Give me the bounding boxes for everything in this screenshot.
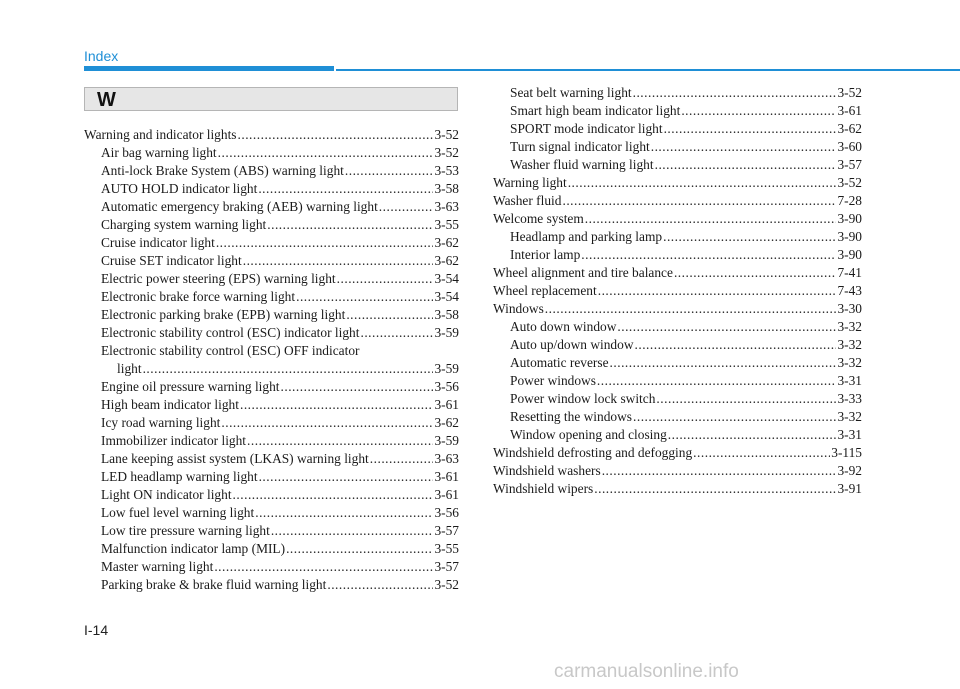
index-entry-text: Welcome system [493,211,584,226]
index-entry-page: 3-61 [434,397,459,412]
index-entry-page: 3-52 [837,85,862,100]
index-entry-text: Malfunction indicator lamp (MIL) [101,541,286,556]
index-entry-text: Electric power steering (EPS) warning light [101,271,336,286]
index-entry-text: Immobilizer indicator light [101,433,247,448]
dot-leader [327,576,433,594]
index-entry [84,234,459,252]
index-entry [84,270,459,288]
index-entry [493,228,862,246]
index-entry-text: Warning and indicator lights [84,127,237,142]
index-entry-page: 3-61 [434,469,459,484]
index-entry [84,504,459,522]
index-entry-page: 3-61 [434,487,459,502]
index-entry-page: 3-62 [434,253,459,268]
index-entry [493,102,862,120]
index-entry [493,156,862,174]
index-entry-text: Automatic emergency braking (AEB) warning light [101,199,378,214]
index-entry [84,216,459,234]
index-entry [84,522,459,540]
index-entry-page: 7-28 [837,193,862,208]
dot-leader [663,228,836,246]
index-entry [493,354,862,372]
index-entry-page: 3-58 [434,307,459,322]
dot-leader [258,180,433,198]
dot-leader [216,234,434,252]
dot-leader [240,396,433,414]
index-entry [84,414,459,432]
index-entry-text: Windshield wipers [493,481,594,496]
index-entry-page: 3-57 [434,559,459,574]
dot-leader [337,270,434,288]
dot-leader [247,432,433,450]
index-entry [493,246,862,264]
index-entry-page: 3-115 [831,445,862,460]
page-number: I-14 [84,622,109,638]
dot-leader [610,354,837,372]
index-entry [493,372,862,390]
dot-leader [568,174,837,192]
index-entry-page: 3-52 [434,577,459,592]
index-entry [493,300,862,318]
index-entry-text: Wheel replacement [493,283,597,298]
watermark: carmanualsonline.info [554,661,739,682]
index-entry-text: Windshield defrosting and defogging [493,445,693,460]
index-entry-page: 3-32 [837,319,862,334]
dot-leader [255,504,433,522]
index-entry-page: 3-90 [837,229,862,244]
dot-leader [585,210,837,228]
dot-leader [602,462,837,480]
index-entry-page: 3-56 [434,379,459,394]
dot-leader [633,408,836,426]
dot-leader [594,480,836,498]
index-entry-text: Cruise SET indicator light [101,253,242,268]
dot-leader [286,540,433,558]
index-entry-text: Cruise indicator light [101,235,215,250]
index-entry-text: Auto down window [510,319,617,334]
index-entry-text: Low fuel level warning light [101,505,255,520]
index-entry-page: 3-90 [837,211,862,226]
index-entry [84,162,459,180]
dot-leader [267,216,433,234]
index-column-right [493,84,862,498]
index-entry-page: 3-56 [434,505,459,520]
index-entry-text: Anti-lock Brake System (ABS) warning light [101,163,344,178]
index-entry-page: 3-62 [434,415,459,430]
index-entry-text: Low tire pressure warning light [101,523,270,538]
index-entry-page: 3-59 [434,361,459,376]
index-entry-page: 3-33 [837,391,862,406]
dot-leader [221,414,433,432]
index-entry-page: 3-55 [434,217,459,232]
dot-leader [674,264,837,282]
index-entry [493,282,862,300]
index-entry-text: Wheel alignment and tire balance [493,265,673,280]
index-entry [84,378,459,396]
index-entry [493,84,862,102]
index-entry [84,324,459,342]
index-entry [493,192,862,210]
index-entry-page: 3-31 [837,373,862,388]
index-entry [84,396,459,414]
index-entry-page: 3-52 [434,127,459,142]
index-entry [84,306,459,324]
section-letter: W [97,89,116,111]
dot-leader [345,162,434,180]
index-entry-text: SPORT mode indicator light [510,121,663,136]
index-entry-text: Master warning light [101,559,214,574]
dot-leader [664,120,837,138]
dot-leader [218,144,434,162]
dot-leader [281,378,434,396]
index-entry-page: 3-31 [837,427,862,442]
dot-leader [635,336,837,354]
index-entry-page: 3-32 [837,337,862,352]
index-entry-text: Warning light [493,175,567,190]
index-entry [84,288,459,306]
dot-leader [259,468,434,486]
index-entry-page: 3-62 [434,235,459,250]
index-entry-text: Engine oil pressure warning light [101,379,280,394]
index-entry-text: Turn signal indicator light [510,139,650,154]
index-entry [84,576,459,594]
dot-leader [617,318,836,336]
index-entry-page: 3-62 [837,121,862,136]
index-entry-text: Lane keeping assist system (LKAS) warning light [101,451,369,466]
index-entry-text: Charging system warning light [101,217,267,232]
index-entry-text: Interior lamp [510,247,581,262]
header-rule [336,69,960,71]
dot-leader [379,198,434,216]
index-entry-page: 3-63 [434,451,459,466]
index-entry-text: Auto up/down window [510,337,634,352]
index-entry [84,198,459,216]
index-entry-page: 3-90 [837,247,862,262]
index-entry-page: 3-58 [434,181,459,196]
dot-leader [598,282,837,300]
index-entry [84,450,459,468]
index-entry-text: AUTO HOLD indicator light [101,181,258,196]
index-entry-text: Parking brake & brake fluid warning light [101,577,327,592]
index-entry-page: 3-52 [837,175,862,190]
index-entry-page: 3-57 [837,157,862,172]
index-entry-text: Headlamp and parking lamp [510,229,663,244]
index-entry [493,174,862,192]
index-entry-text: High beam indicator light [101,397,239,412]
index-entry-page: 3-63 [434,199,459,214]
index-entry [84,126,459,144]
section-letter-box [84,87,458,111]
index-entry-page: 3-57 [434,523,459,538]
index-entry-text: Electronic stability control (ESC) indicator light [101,325,360,340]
index-entry-page: 3-92 [837,463,862,478]
index-entry [84,486,459,504]
index-entry [493,408,862,426]
index-entry-text: Electronic parking brake (EPB) warning light [101,307,346,322]
dot-leader [562,192,836,210]
dot-leader [597,372,837,390]
index-entry-text: Washer fluid warning light [510,157,654,172]
index-entry [493,480,862,498]
index-entry-text: Electronic stability control (ESC) OFF indicator [101,343,360,358]
dot-leader [693,444,830,462]
index-entry [84,432,459,450]
index-entry [493,426,862,444]
index-entry-text: Smart high beam indicator light [510,103,681,118]
index-entry-text: Power window lock switch [510,391,656,406]
dot-leader [581,246,836,264]
index-entry-text: Windshield washers [493,463,601,478]
index-entry-page: 3-54 [434,271,459,286]
index-entry [493,120,862,138]
index-entry [493,138,862,156]
index-entry-text: LED headlamp warning light [101,469,258,484]
dot-leader [296,288,433,306]
index-entry-text: Resetting the windows [510,409,632,424]
dot-leader [243,252,434,270]
dot-leader [545,300,837,318]
index-entry [493,390,862,408]
index-entry [84,558,459,576]
index-entry [493,210,862,228]
index-entry [493,444,862,462]
dot-leader [656,390,836,408]
dot-leader [360,324,433,342]
index-entry-page: 3-91 [837,481,862,496]
index-entry [84,144,459,162]
index-entry-page: 3-30 [837,301,862,316]
index-entry [493,462,862,480]
index-entry-page: 3-53 [434,163,459,178]
index-entry-text: Window opening and closing [510,427,667,442]
index-entry-text: Power windows [510,373,596,388]
index-entry-text: Air bag warning light [101,145,217,160]
index-entry-page: 3-52 [434,145,459,160]
index-entry-page: 3-32 [837,409,862,424]
index-entry-text: Automatic reverse [510,355,609,370]
dot-leader [681,102,836,120]
index-entry-text: Windows [493,301,544,316]
index-entry [84,468,459,486]
index-entry-text: Seat belt warning light [510,85,632,100]
index-entry-page: 7-43 [837,283,862,298]
dot-leader [233,486,434,504]
index-entry-page: 7-41 [837,265,862,280]
index-entry [84,180,459,198]
index-entry-page: 3-32 [837,355,862,370]
index-header-label: Index [84,48,119,64]
index-entry-page: 3-60 [837,139,862,154]
index-entry [84,252,459,270]
index-entry-page: 3-59 [434,433,459,448]
index-entry-page: 3-59 [434,325,459,340]
dot-leader [346,306,433,324]
index-entry [84,360,459,378]
header-accent-bar [84,66,334,71]
dot-leader [370,450,434,468]
index-entry [493,318,862,336]
index-entry [84,540,459,558]
index-entry-text: Washer fluid [493,193,562,208]
dot-leader [143,360,434,378]
dot-leader [655,156,837,174]
dot-leader [651,138,837,156]
index-entry-page: 3-61 [837,103,862,118]
index-entry-text: light [117,361,142,376]
index-entry [493,336,862,354]
dot-leader [238,126,434,144]
index-entry [84,342,459,360]
index-entry-page: 3-54 [434,289,459,304]
dot-leader [214,558,433,576]
index-entry-text: Electronic brake force warning light [101,289,296,304]
index-entry-page: 3-55 [434,541,459,556]
index-column-left [84,126,459,594]
index-entry-text: Light ON indicator light [101,487,232,502]
index-entry-text: Icy road warning light [101,415,221,430]
dot-leader [633,84,837,102]
dot-leader [668,426,837,444]
dot-leader [271,522,434,540]
index-entry [493,264,862,282]
